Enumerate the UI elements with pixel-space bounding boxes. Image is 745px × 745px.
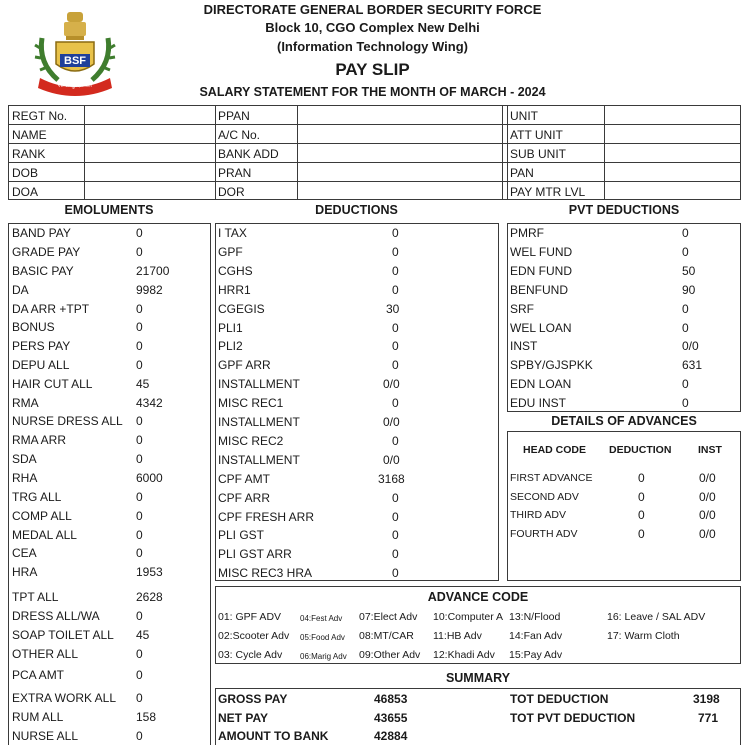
emolument-value: 4342	[136, 396, 163, 410]
emolument-value: 0	[136, 509, 143, 523]
advance-deduction: 0	[638, 490, 645, 504]
amount-to-bank-label: AMOUNT TO BANK	[218, 729, 329, 743]
deduction-value: 0/0	[383, 377, 400, 391]
pvt-deduction-label: WEL FUND	[510, 245, 573, 259]
deduction-value: 0	[392, 547, 399, 561]
tot-deduction-value: 3198	[693, 692, 720, 706]
deduction-label: CPF FRESH ARR	[218, 510, 315, 524]
emolument-label: HRA	[12, 565, 38, 579]
deduction-value: 0	[392, 321, 399, 335]
deduction-label: CPF AMT	[218, 472, 271, 486]
name-label: NAME	[12, 128, 47, 142]
advance-code-item: 12:Khadi Adv	[433, 649, 495, 661]
deduction-label: MISC REC3 HRA	[218, 566, 313, 580]
pran-label: PRAN	[218, 166, 252, 180]
emolument-label: NURSE DRESS ALL	[12, 414, 123, 428]
emolument-label: TPT ALL	[12, 590, 59, 604]
salary-statement-title: SALARY STATEMENT FOR THE MONTH OF MARCH - 2024	[199, 85, 546, 99]
deduction-label: INSTALLMENT	[218, 415, 300, 429]
emolument-label: OTHER ALL	[12, 647, 79, 661]
advance-code-item: 05:Food Adv	[300, 633, 345, 642]
deduction-value: 0	[392, 339, 399, 353]
advance-code-item: 03: Cycle Adv	[218, 649, 283, 661]
bank-add-label: BANK ADD	[218, 147, 279, 161]
advance-head-code: FOURTH ADV	[510, 528, 578, 540]
deduction-value: 0	[392, 566, 399, 580]
emolument-label: RMA ARR	[12, 433, 67, 447]
emolument-value: 0	[136, 358, 143, 372]
emolument-label: BAND PAY	[12, 226, 71, 240]
emolument-value: 0	[136, 609, 143, 623]
deductions-title: DEDUCTIONS	[315, 203, 398, 217]
rank-label: RANK	[12, 147, 46, 161]
deduction-value: 0	[392, 510, 399, 524]
emolument-label: NURSE ALL	[12, 729, 79, 743]
deduction-value: 0/0	[383, 415, 400, 429]
deduction-label: MISC REC1	[218, 396, 284, 410]
deduction-value: 0	[392, 491, 399, 505]
advance-code-item: 14:Fan Adv	[509, 630, 563, 642]
deduction-value: 0	[392, 434, 399, 448]
advance-code-item: 13:N/Flood	[509, 611, 561, 623]
deduction-value: 0	[392, 358, 399, 372]
deduction-label: PLI GST ARR	[218, 547, 292, 561]
advance-code-item: 15:Pay Adv	[509, 649, 563, 661]
emolument-value: 0	[136, 691, 143, 705]
emolument-value: 0	[136, 668, 143, 682]
page-title: PAY SLIP	[335, 60, 410, 79]
advance-code-item: 04:Fest Adv	[300, 614, 343, 623]
sub-unit-label: SUB UNIT	[510, 147, 567, 161]
gross-pay-value: 46853	[374, 692, 408, 706]
emolument-label: HAIR CUT ALL	[12, 377, 93, 391]
deduction-label: PLI GST	[218, 528, 265, 542]
dob-label: DOB	[12, 166, 39, 180]
deduction-label: PLI2	[218, 339, 243, 353]
emoluments-title: EMOLUMENTS	[64, 203, 154, 217]
header-org: DIRECTORATE GENERAL BORDER SECURITY FORCE	[203, 2, 542, 17]
emolument-label: DRESS ALL/WA	[12, 609, 100, 623]
pvt-deduction-label: PMRF	[510, 226, 544, 240]
emolument-label: EXTRA WORK ALL	[12, 691, 117, 705]
emolument-label: RMA	[12, 396, 39, 410]
deduction-label: INSTALLMENT	[218, 453, 300, 467]
emolument-value: 0	[136, 414, 143, 428]
advance-code-item: 11:HB Adv	[433, 630, 482, 642]
pvt-deduction-label: INST	[510, 339, 538, 353]
deduction-label: HRR1	[218, 283, 251, 297]
emolument-label: MEDAL ALL	[12, 528, 77, 542]
emolument-value: 0	[136, 647, 143, 661]
net-pay-label: NET PAY	[218, 711, 269, 725]
emolument-value: 0	[136, 546, 143, 560]
adv-deduction-header: DEDUCTION	[609, 444, 672, 456]
emolument-label: TRG ALL	[12, 490, 62, 504]
emolument-label: COMP ALL	[12, 509, 72, 523]
pvt-deduction-label: EDU INST	[510, 396, 567, 410]
tot-deduction-label: TOT DEDUCTION	[510, 692, 609, 706]
deduction-label: CPF ARR	[218, 491, 271, 505]
emolument-value: 0	[136, 302, 143, 316]
emolument-value: 0	[136, 339, 143, 353]
deduction-label: GPF ARR	[218, 358, 271, 372]
emolument-label: RUM ALL	[12, 710, 64, 724]
info-grid	[8, 105, 741, 200]
emolument-value: 1953	[136, 565, 163, 579]
header-address: Block 10, CGO Complex New Delhi	[265, 20, 480, 35]
regt-no-label: REGT No.	[12, 109, 68, 123]
deduction-value: 0	[392, 264, 399, 278]
gross-pay-label: GROSS PAY	[218, 692, 288, 706]
pvt-deduction-label: SPBY/GJSPKK	[510, 358, 593, 372]
advance-inst: 0/0	[699, 527, 716, 541]
emolument-label: DA ARR +TPT	[12, 302, 90, 316]
deduction-label: INSTALLMENT	[218, 377, 300, 391]
emolument-value: 0	[136, 528, 143, 542]
emolument-value: 0	[136, 320, 143, 334]
pvt-deduction-value: 90	[682, 283, 696, 297]
advance-code-item: 10:Computer A	[433, 611, 504, 623]
advance-inst: 0/0	[699, 471, 716, 485]
pvt-deduction-value: 0	[682, 321, 689, 335]
summary-title: SUMMARY	[445, 671, 511, 685]
pvt-deduction-label: EDN FUND	[510, 264, 572, 278]
adv-head-code-header: HEAD CODE	[523, 444, 587, 456]
deduction-value: 0	[392, 528, 399, 542]
emolument-value: 0	[136, 490, 143, 504]
pvt-deduction-value: 50	[682, 264, 696, 278]
advance-code-item: 08:MT/CAR	[359, 630, 414, 642]
advance-code-item: 01: GPF ADV	[218, 611, 282, 623]
emolument-value: 45	[136, 377, 150, 391]
advances-title: DETAILS OF ADVANCES	[551, 414, 697, 428]
emolument-value: 0	[136, 245, 143, 259]
deduction-value: 0	[392, 245, 399, 259]
advance-deduction: 0	[638, 508, 645, 522]
emolument-value: 6000	[136, 471, 163, 485]
advance-head-code: FIRST ADVANCE	[510, 472, 593, 484]
deduction-label: GPF	[218, 245, 243, 259]
advance-code-item: 09:Other Adv	[359, 649, 421, 661]
pvt-deduction-value: 631	[682, 358, 703, 372]
emolument-label: BONUS	[12, 320, 55, 334]
deduction-value: 0	[392, 226, 399, 240]
advance-code-item: 02:Scooter Adv	[218, 630, 290, 642]
emolument-value: 9982	[136, 283, 163, 297]
deduction-label: I TAX	[218, 226, 247, 240]
advance-code-title: ADVANCE CODE	[427, 590, 529, 604]
pvt-deduction-value: 0	[682, 302, 689, 316]
deduction-value: 30	[386, 302, 400, 316]
dor-label: DOR	[218, 185, 245, 199]
advance-deduction: 0	[638, 527, 645, 541]
emolument-label: GRADE PAY	[12, 245, 81, 259]
advance-code-item: 06:Marig Adv	[300, 652, 347, 661]
advance-head-code: THIRD ADV	[510, 509, 567, 521]
emolument-label: SOAP TOILET ALL	[12, 628, 114, 642]
emolument-value: 21700	[136, 264, 170, 278]
emolument-label: BASIC PAY	[12, 264, 74, 278]
pvt-deduction-value: 0	[682, 226, 689, 240]
deduction-label: PLI1	[218, 321, 243, 335]
pvt-deductions-title: PVT DEDUCTIONS	[568, 203, 680, 217]
tot-pvt-deduction-label: TOT PVT DEDUCTION	[510, 711, 636, 725]
advance-code-item: 16: Leave / SAL ADV	[607, 611, 706, 623]
att-unit-label: ATT UNIT	[510, 128, 563, 142]
header-wing: (Information Technology Wing)	[276, 39, 468, 54]
advance-code-item: 17: Warm Cloth	[607, 630, 680, 642]
emolument-label: SDA	[12, 452, 37, 466]
deduction-value: 0	[392, 396, 399, 410]
deduction-label: MISC REC2	[218, 434, 284, 448]
emolument-label: DEPU ALL	[12, 358, 70, 372]
pvt-deduction-label: EDN LOAN	[510, 377, 572, 391]
logo-text: BSF	[64, 55, 86, 67]
pvt-deduction-value: 0/0	[682, 339, 699, 353]
advance-inst: 0/0	[699, 508, 716, 522]
deduction-label: CGHS	[218, 264, 253, 278]
pvt-deduction-value: 0	[682, 377, 689, 391]
deduction-value: 3168	[378, 472, 405, 486]
emolument-value: 0	[136, 226, 143, 240]
amount-to-bank-value: 42884	[374, 729, 408, 743]
deduction-value: 0	[392, 283, 399, 297]
pvt-deduction-label: BENFUND	[510, 283, 569, 297]
pvt-deduction-label: SRF	[510, 302, 534, 316]
ac-no-label: A/C No.	[218, 128, 261, 142]
pvt-deduction-label: WEL LOAN	[510, 321, 572, 335]
emolument-value: 45	[136, 628, 150, 642]
advance-deduction: 0	[638, 471, 645, 485]
emolument-value: 158	[136, 710, 157, 724]
emolument-label: PERS PAY	[12, 339, 71, 353]
logo-ribbon-text: सीमा सुरक्षा बल	[58, 83, 92, 89]
pan-label: PAN	[510, 166, 534, 180]
advance-code-item: 07:Elect Adv	[359, 611, 418, 623]
advance-head-code: SECOND ADV	[510, 491, 579, 503]
emolument-value: 0	[136, 452, 143, 466]
emolument-label: PCA AMT	[12, 668, 65, 682]
tot-pvt-deduction-value: 771	[698, 711, 719, 725]
doa-label: DOA	[12, 185, 39, 199]
emolument-value: 2628	[136, 590, 163, 604]
emolument-value: 0	[136, 729, 143, 743]
net-pay-value: 43655	[374, 711, 408, 725]
emolument-label: RHA	[12, 471, 38, 485]
ppan-label: PPAN	[218, 109, 250, 123]
emolument-label: DA	[12, 283, 29, 297]
emolument-label: CEA	[12, 546, 37, 560]
adv-inst-header: INST	[698, 444, 722, 456]
pvt-deduction-value: 0	[682, 396, 689, 410]
pay-mtr-lvl-label: PAY MTR LVL	[510, 185, 586, 199]
unit-label: UNIT	[510, 109, 538, 123]
emolument-value: 0	[136, 433, 143, 447]
deduction-value: 0/0	[383, 453, 400, 467]
advance-inst: 0/0	[699, 490, 716, 504]
pvt-deduction-value: 0	[682, 245, 689, 259]
deduction-label: CGEGIS	[218, 302, 265, 316]
